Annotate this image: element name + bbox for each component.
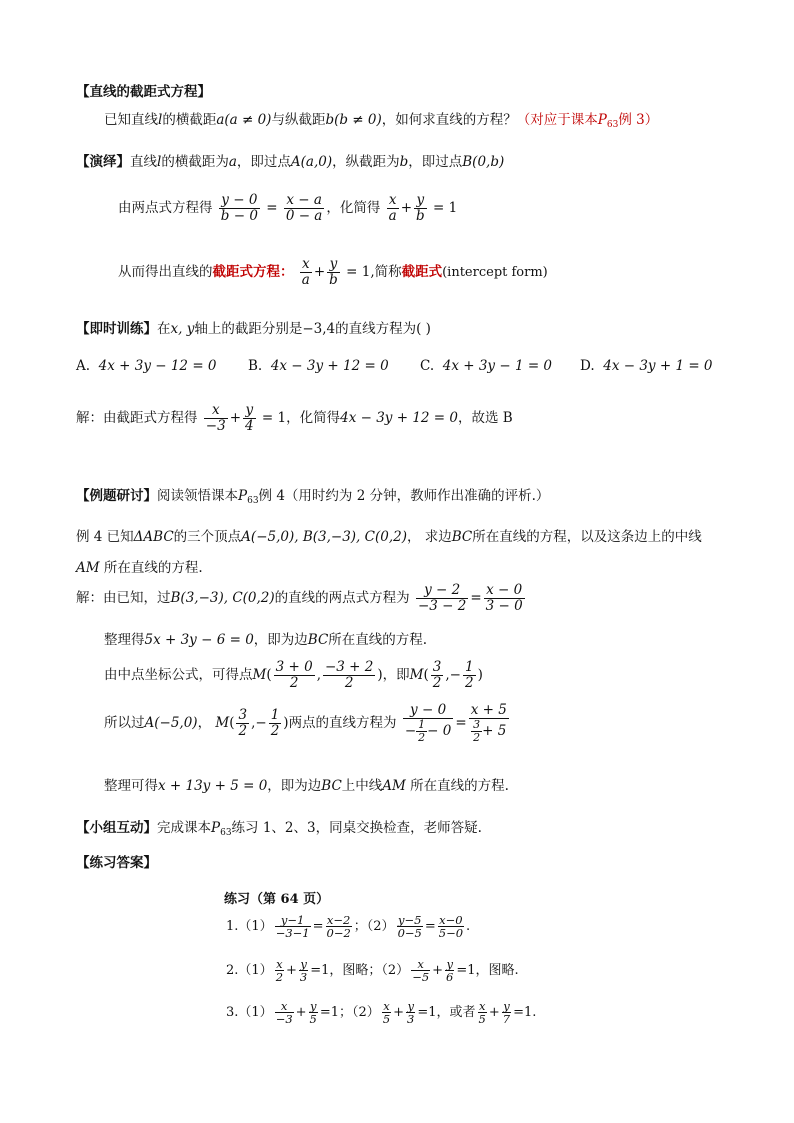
fraction: $\frac{x}{a}$ bbox=[388, 192, 397, 224]
fraction: $\frac{y}{b}$ bbox=[416, 192, 425, 224]
option-c: C. 4x + 3y − 1 = 0 bbox=[420, 358, 553, 374]
fraction: $\frac{3}{2}$ bbox=[238, 707, 248, 739]
fraction: $\frac{y}{4}$ bbox=[245, 402, 254, 434]
fraction: $\frac{1}{2}$ bbox=[464, 659, 474, 691]
derivation-line: 【演绎】直线l的横截距为a，即过点A(a,0)，纵截距为b，即过点B(0,b) bbox=[76, 154, 505, 170]
example-heading-line: 【例题研讨】阅读领悟课本$P_{63}$例 4（用时约为 2 分钟，教师作出准确的评析.） bbox=[76, 488, 550, 506]
solution-step-1: 解：由已知，过B(3,−3), C(0,2)的直线的两点式方程为 $\frac{y - 2}{-3 - 2}$ = $\frac{x - 0}{3 - 0}$ bbox=[76, 582, 523, 614]
fraction: $\frac{x}{a}$ bbox=[301, 256, 310, 288]
fraction: $\frac{x - a}{0 - a}$ bbox=[285, 192, 323, 224]
two-point-derivation: 由两点式方程得 $\frac{y - 0}{b - 0}$ = $\frac{x - a}{0 - a}$ ，化简得 $\frac{x}{a}$ + $\frac{y}{b}$ = 1 bbox=[118, 192, 458, 224]
fraction: $\frac{y}{b}$ bbox=[329, 256, 338, 288]
intercept-form-definition: 从而得出直线的截距式方程： $\frac{x}{a}$ + $\frac{y}{b}$ = 1,简称截距式(intercept form) bbox=[118, 256, 548, 288]
example-statement-2: AM 所在直线的方程. bbox=[76, 560, 203, 576]
compound-fraction: y − 0 − $\frac{1}{2}$ − 0 bbox=[404, 702, 452, 744]
answer-row-1: 1.（1） $\frac{y-1}{-3-1}$ = $\frac{x-2}{0-2}$ ；（2） $\frac{y-5}{0-5}$ = $\frac{x-0}{5-0}$ . bbox=[226, 913, 471, 940]
fraction: $\frac{y - 2}{-3 - 2}$ bbox=[417, 582, 467, 614]
option-d: D. 4x − 3y + 1 = 0 bbox=[580, 358, 713, 374]
fraction: $\frac{1}{2}$ bbox=[270, 707, 280, 739]
practice-question: 【即时训练】在x, y轴上的截距分别是−3,4的直线方程为( ) bbox=[76, 321, 431, 337]
fraction: $\frac{-3 + 2}{2}$ bbox=[324, 659, 374, 691]
option-a: A. 4x + 3y − 12 = 0 bbox=[76, 358, 217, 374]
option-b: B. 4x − 3y + 12 = 0 bbox=[248, 358, 389, 374]
group-activity-line: 【小组互动】完成课本$P_{63}$练习 1、2、3，同桌交换检查，老师答疑. bbox=[76, 820, 482, 838]
heading-text: 【直线的截距式方程】 bbox=[76, 84, 211, 100]
solution-step-2: 整理得5x + 3y − 6 = 0，即为边BC所在直线的方程. bbox=[104, 632, 428, 648]
solution-step-4: 所以过A(−5,0)， M( $\frac{3}{2}$ ,− $\frac{1}{2}$ )两点的直线方程为 y − 0 − $\frac{1}{2}$ − 0 = x + 5 $\frac{3}{2}$ + 5 bbox=[104, 702, 507, 744]
answer-row-3: 3.（1） $\frac{x}{-3}$ + $\frac{y}{5}$ =1；（2） $\frac{x}{5}$ + $\frac{y}{3}$ =1，或者 $\frac{x}{5}$ + $\frac{y}{7}$ =1. bbox=[226, 999, 537, 1026]
solution-step-5: 整理可得x + 13y + 5 = 0，即为边BC上中线AM 所在直线的方程. bbox=[104, 778, 509, 794]
compound-fraction: x + 5 $\frac{3}{2}$ + 5 bbox=[470, 702, 507, 744]
question-line: 已知直线l的横截距a(a ≠ 0)与纵截距b(b ≠ 0)，如何求直线的方程？（对应于课本$P_{63}$例 3） bbox=[104, 112, 659, 130]
fraction: $\frac{3 + 0}{2}$ bbox=[275, 659, 313, 691]
textbook-reference: （对应于课本$P_{63}$例 3） bbox=[516, 112, 659, 130]
fraction: $\frac{x - 0}{3 - 0}$ bbox=[485, 582, 523, 614]
answers-heading: 【练习答案】 bbox=[76, 855, 157, 871]
answer-image-title: 练习（第 64 页） bbox=[224, 892, 330, 907]
term-intercept-form: 截距式 bbox=[401, 264, 443, 280]
fraction: $\frac{x}{-3}$ bbox=[205, 402, 226, 434]
section-heading-intercept-form bbox=[76, 80, 211, 100]
answer-row-2: 2.（1） $\frac{x}{2}$ + $\frac{y}{3}$ =1，图略；（2） $\frac{x}{-5}$ + $\frac{y}{6}$ =1，图略. bbox=[226, 957, 519, 984]
example-statement-1: 例 4 已知ΔABC的三个顶点A(−5,0), B(3,−3), C(0,2)， 求边BC所在直线的方程，以及这条边上的中线 bbox=[76, 529, 702, 545]
fraction: $\frac{3}{2}$ bbox=[432, 659, 442, 691]
practice-solution: 解：由截距式方程得 $\frac{x}{-3}$ + $\frac{y}{4}$ = 1，化简得4x − 3y + 12 = 0，故选 B bbox=[76, 402, 513, 434]
term-intercept-equation: 截距式方程： bbox=[212, 264, 294, 280]
solution-step-3: 由中点坐标公式，可得点M( $\frac{3 + 0}{2}$ , $\frac{-3 + 2}{2}$ )，即M( $\frac{3}{2}$ ,− $\frac{1}{2}$ ) bbox=[104, 659, 483, 691]
fraction: $\frac{y - 0}{b - 0}$ bbox=[220, 192, 258, 224]
